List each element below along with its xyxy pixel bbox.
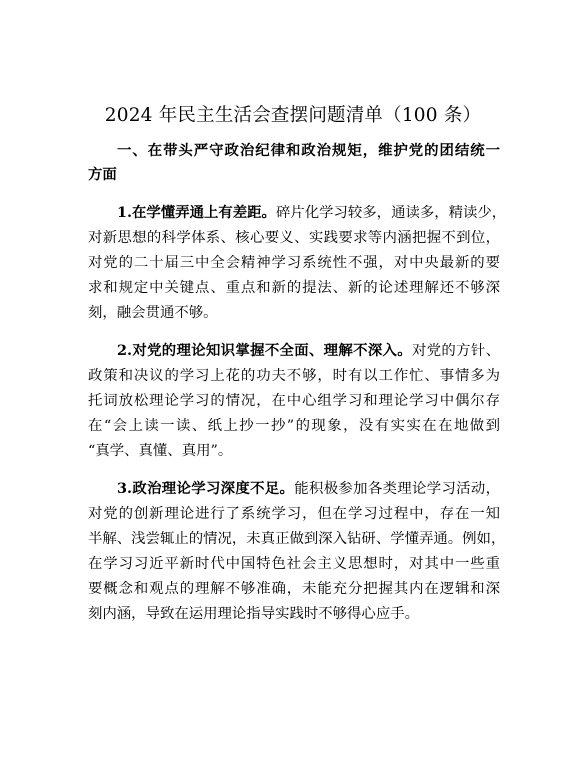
paragraph-2-line-4: 在“会上读一读、纸上抄一抄”的现象，没有实实在在地做到	[88, 418, 500, 434]
paragraph-2-line-3: 托词放松理论学习的情况，在中心组学习和理论学习中偶尔存	[88, 393, 500, 409]
paragraph-2-lead: 2.对党的理论知识掌握不全面、理解不深入。	[117, 342, 412, 359]
paragraph-1-line-1	[117, 203, 507, 223]
section-heading-line-2: 方面	[88, 166, 117, 183]
paragraph-1-text: 碎片化学习较多，通读多，精读少，	[275, 205, 507, 221]
paragraph-3-line-5: 要概念和观点的理解不够准确，未能充分把握其内在逻辑和深	[88, 581, 500, 597]
paragraph-2-line-2: 政策和决议的学习上花的功夫不够，时有以工作忙、事情多为	[88, 368, 500, 384]
paragraph-1-line-5: 刻，融会贯通不够。	[88, 305, 218, 321]
paragraph-1-line-2: 对新思想的科学体系、核心要义、实践要求等内涵把握不到位，	[88, 230, 500, 246]
paragraph-1-line-4: 求和规定中关键点、重点和新的提法、新的论述理解还不够深	[88, 280, 500, 296]
paragraph-3-lead: 3.政治理论学习深度不足。	[117, 480, 295, 497]
document-title: 2024 年民主生活会查摆问题清单（100 条）	[104, 105, 482, 126]
paragraph-1-line-3: 对党的二十届三中全会精神学习系统性不强，对中央最新的要	[88, 255, 500, 271]
paragraph-1-lead: 1.在学懂弄通上有差距。	[117, 204, 276, 221]
paragraph-3-text: 能积极参加各类理论学习活动，	[294, 481, 500, 497]
section-heading-line-1: 一、在带头严守政治纪律和政治规矩，维护党的团结统一	[117, 142, 500, 159]
paragraph-3-line-2: 对党的创新理论进行了系统学习，但在学习过程中，存在一知	[88, 506, 500, 522]
paragraph-3-line-6: 刻内涵，导致在运用理论指导实践时不够得心应手。	[88, 606, 419, 622]
paragraph-3-line-1	[117, 479, 500, 499]
paragraph-2-text: 对党的方针、	[412, 343, 500, 359]
paragraph-3-line-4: 在学习习近平新时代中国特色社会主义思想时，对其中一些重	[88, 556, 500, 572]
paragraph-2-line-5: “真学、真懂、真用”。	[88, 443, 233, 459]
paragraph-3-line-3: 半解、浅尝辄止的情况，未真正做到深入钻研、学懂弄通。例如，	[88, 531, 506, 547]
paragraph-2-line-1	[117, 341, 500, 361]
